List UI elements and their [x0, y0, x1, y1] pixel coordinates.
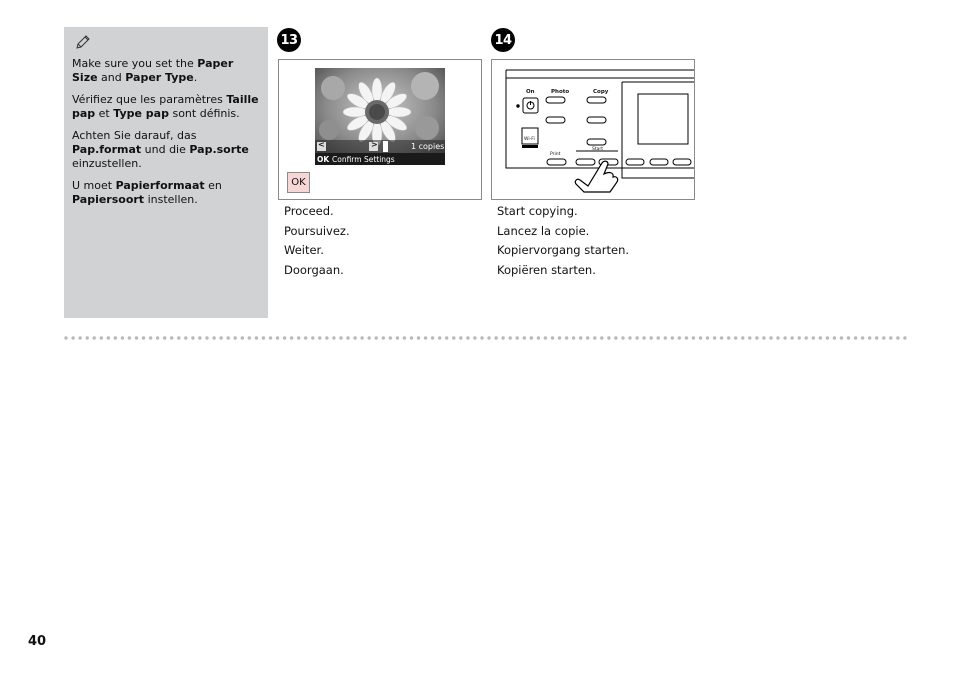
caption-fr: Lancez la copie.: [497, 223, 590, 238]
note-text: [72, 57, 262, 215]
caption-nl: Doorgaan.: [284, 262, 344, 277]
step-14-illustration: [491, 59, 695, 200]
panel-photo-label: Photo: [551, 89, 570, 95]
caption-en: Proceed.: [284, 204, 334, 218]
lcd-confirm-settings: Confirm Settings: [332, 155, 395, 164]
panel-copy-label: Copy: [593, 89, 609, 95]
lcd-copies: 1 copies: [411, 142, 445, 151]
note-paragraph-fr: Vérifiez que les paramètres Taille pap et Type pap sont définis.: [72, 93, 259, 120]
caption-fr: Poursuivez.: [284, 223, 350, 238]
step-14-captions: [497, 202, 629, 280]
step-13-badge: 13: [277, 28, 301, 52]
printer-control-panel: [492, 60, 694, 199]
note-panel: [64, 27, 268, 318]
page-number: 40: [28, 634, 47, 649]
step-13-illustration: [278, 59, 482, 200]
caption-de: Weiter.: [284, 243, 324, 257]
step-13-captions: [284, 202, 350, 280]
note-paragraph-de: Achten Sie darauf, das Pap.format und die Pap.sorte einzustellen.: [72, 129, 249, 170]
caption-de: Kopiervorgang starten.: [497, 243, 630, 257]
lcd-left-arrow: <: [318, 140, 325, 149]
pencil-note-icon: [74, 34, 92, 52]
panel-print-label: Print: [550, 152, 561, 157]
lcd-right-arrow: >: [371, 140, 378, 149]
lcd-ok-label: OK: [317, 155, 330, 164]
step-14-badge: 14: [491, 28, 515, 52]
pointing-hand-icon: [575, 161, 617, 192]
note-paragraph-en: Make sure you set the Paper Size and Paper Type.: [72, 57, 234, 84]
panel-start-label: Start: [592, 147, 603, 152]
lcd-screen: [315, 68, 445, 165]
panel-on-label: On: [526, 89, 535, 95]
caption-en: Start copying.: [497, 204, 578, 218]
dotted-divider: [64, 336, 910, 340]
caption-nl: Kopiëren starten.: [497, 262, 596, 277]
ok-button[interactable]: OK: [287, 172, 310, 193]
panel-wifi-label: Wi-Fi: [524, 137, 535, 142]
note-paragraph-nl: U moet Papierformaat en Papiersoort instellen.: [72, 179, 222, 206]
